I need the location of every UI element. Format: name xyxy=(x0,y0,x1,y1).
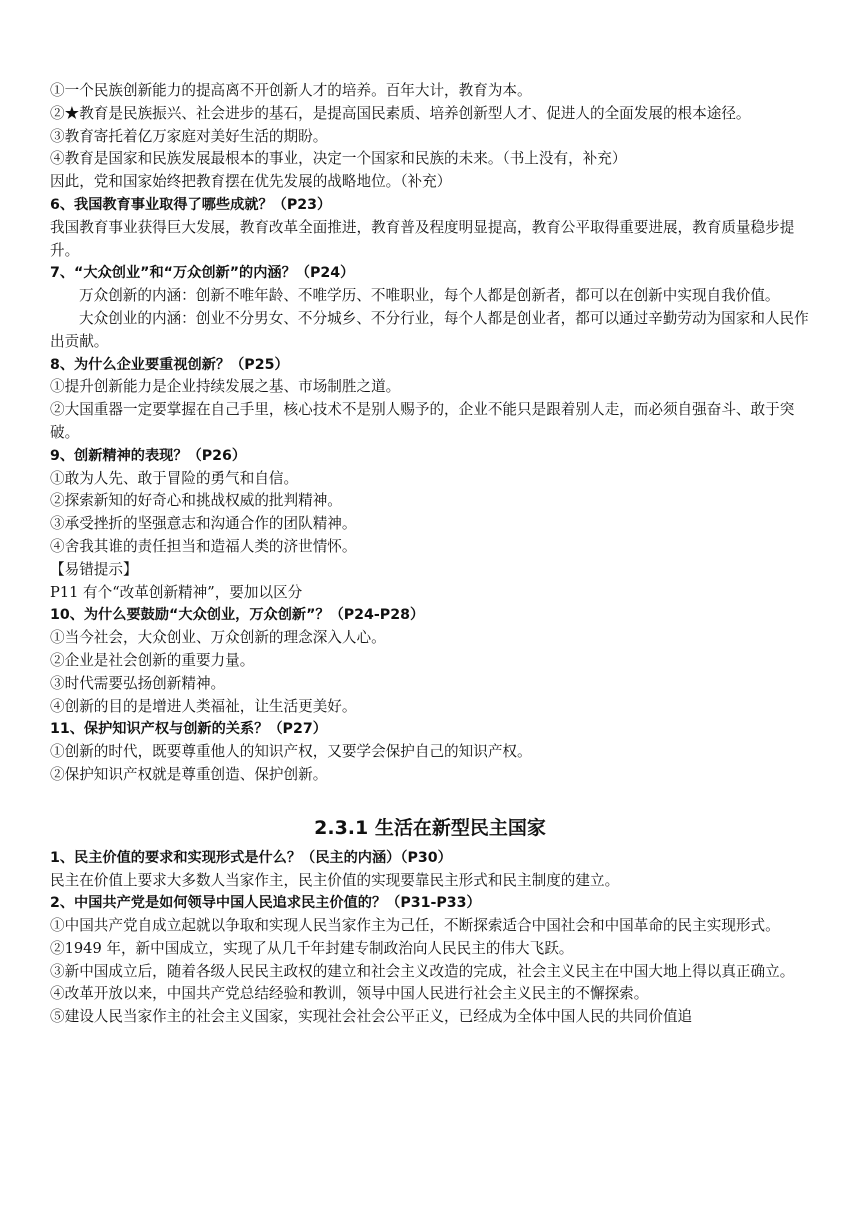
answer-line: ②★教育是民族振兴、社会进步的基石，是提高国民素质、培养创新型人才、促进人的全面发展的根本途径。 xyxy=(50,104,751,122)
document-content xyxy=(50,80,810,1029)
answer-line: ②企业是社会创新的重要力量。 xyxy=(50,651,255,669)
question-heading: 1、民主价值的要求和实现形式是什么？（民主的内涵）（P30） xyxy=(50,849,452,866)
question-heading: 7、“大众创业”和“万众创新”的内涵？（P24） xyxy=(50,265,355,282)
answer-line: ③承受挫折的坚强意志和沟通合作的团队精神。 xyxy=(50,515,357,533)
answer-line: ④创新的目的是增进人类福祉，让生活更美好。 xyxy=(50,697,357,715)
answer-line: ①当今社会，大众创业、万众创新的理念深入人心。 xyxy=(50,629,386,647)
answer-line: ②大国重器一定要掌握在自己手里，核心技术不是别人赐予的，企业不能只是跟着别人走，而必须自强奋斗、敢于突破。 xyxy=(50,401,795,441)
notes-block-1 xyxy=(50,80,810,787)
answer-line: ②保护知识产权就是尊重创造、保护创新。 xyxy=(50,765,328,783)
answer-line: ①创新的时代，既要尊重他人的知识产权，又要学会保护自己的知识产权。 xyxy=(50,743,532,761)
answer-line: ①中国共产党自成立起就以争取和实现人民当家作主为己任，不断探索适合中国社会和中国革命的民主实现形式。 xyxy=(50,917,780,935)
answer-line: ②1949 年，新中国成立，实现了从几千年封建专制政治向人民民主的伟大飞跃。 xyxy=(50,939,574,957)
definition-paragraph: 万众创新的内涵：创新不唯年龄、不唯学历、不唯职业，每个人都是创新者，都可以在创新中实现自我价值。 xyxy=(79,287,780,305)
definition-paragraph: 大众创业的内涵：创业不分男女、不分城乡、不分行业，每个人都是创业者，都可以通过辛勤劳动为国家和人民作出贡献。 xyxy=(50,309,809,350)
question-heading: 8、为什么企业要重视创新？（P25） xyxy=(50,356,289,373)
answer-line: ②探索新知的好奇心和挑战权威的批判精神。 xyxy=(50,492,342,510)
question-heading: 11、保护知识产权与创新的关系？（P27） xyxy=(50,721,327,738)
answer-line: ③教育寄托着亿万家庭对美好生活的期盼。 xyxy=(50,127,328,145)
answer-line: 我国教育事业获得巨大发展，教育改革全面推进，教育普及程度明显提高，教育公平取得重要进展，教育质量稳步提升。 xyxy=(50,218,795,259)
answer-line: ③时代需要弘扬创新精神。 xyxy=(50,674,226,692)
question-heading: 9、创新精神的表现？（P26） xyxy=(50,447,247,464)
answer-line: ③新中国成立后，随着各级人民民主政权的建立和社会主义改造的完成，社会主义民主在中国大地上得以真正确立。 xyxy=(50,962,795,980)
answer-line: 因此，党和国家始终把教育摆在优先发展的战略地位。（补充） xyxy=(50,173,452,191)
answer-line: ④教育是国家和民族发展最根本的事业，决定一个国家和民族的未来。（书上没有，补充） xyxy=(50,150,627,168)
answer-line: ④舍我其谁的责任担当和造福人类的济世情怀。 xyxy=(50,537,357,555)
question-heading: 6、我国教育事业取得了哪些成就？（P23） xyxy=(50,196,332,213)
answer-line: ①敢为人先、敢于冒险的勇气和自信。 xyxy=(50,469,299,487)
notes-block-2 xyxy=(50,847,810,1029)
answer-line: ④改革开放以来，中国共产党总结经验和教训，领导中国人民进行社会主义民主的不懈探索。 xyxy=(50,985,649,1003)
answer-line: ①提升创新能力是企业持续发展之基、市场制胜之道。 xyxy=(50,378,401,396)
section-title: 2.3.1 生活在新型民主国家 xyxy=(314,816,546,839)
answer-line: ⑤建设人民当家作主的社会主义国家，实现社会社会公平正义，已经成为全体中国人民的共同价值追 xyxy=(50,1008,693,1026)
answer-line: 民主在价值上要求大多数人当家作主，民主价值的实现要靠民主形式和民主制度的建立。 xyxy=(50,871,620,889)
question-heading: 2、中国共产党是如何领导中国人民追求民主价值的？（P31-P33） xyxy=(50,895,481,912)
section-gap xyxy=(50,787,810,815)
answer-line: P11 有个“改革创新精神”，要加以区分 xyxy=(50,583,303,601)
answer-line: 【易错提示】 xyxy=(50,560,138,578)
question-heading: 10、为什么要鼓励“大众创业，万众创新”？（P24-P28） xyxy=(50,607,425,624)
answer-line: ①一个民族创新能力的提高离不开创新人才的培养。百年大计，教育为本。 xyxy=(50,82,532,99)
